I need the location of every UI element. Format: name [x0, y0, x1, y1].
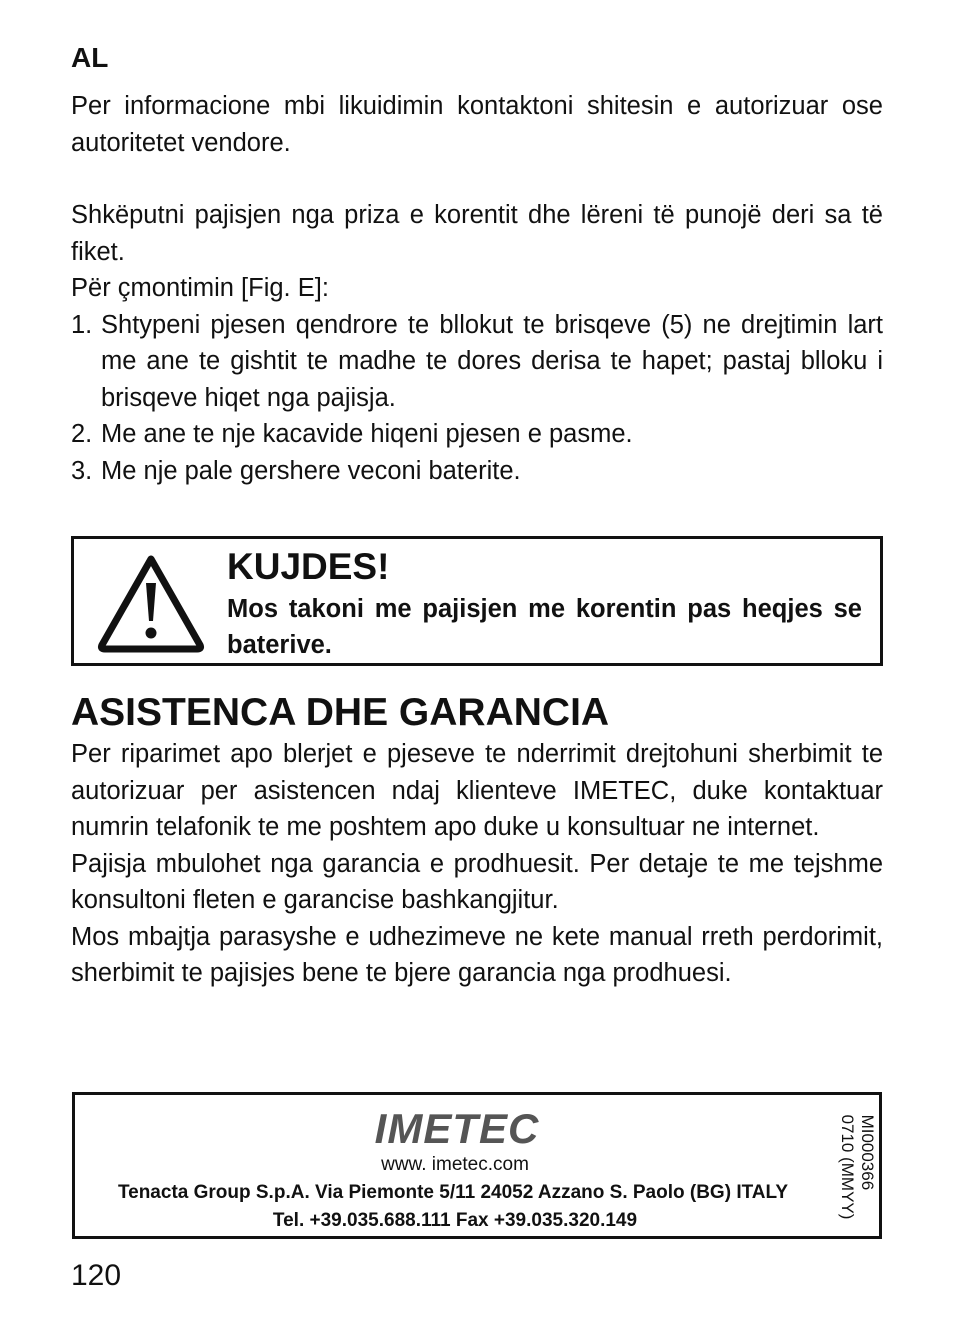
step-text: Me ane te nje kacavide hiqeni pjesen e pasme. [101, 420, 633, 448]
language-code: AL [71, 42, 109, 73]
page-content [71, 38, 883, 992]
step-item [71, 453, 883, 490]
step-number: 3. [71, 456, 93, 485]
dismantle-steps [71, 307, 883, 490]
warning-text: Mos takoni me pajisjen me korentin pas heqjes se baterive. [227, 595, 862, 659]
step-item [71, 307, 883, 417]
spacer [71, 161, 883, 197]
warning-title: KUJDES! [227, 546, 390, 587]
warning-triangle-icon [96, 553, 206, 653]
step-item [71, 416, 883, 453]
step-text: Me nje pale gershere veconi baterite. [101, 456, 521, 485]
disposal-paragraph: Per informacione mbi likuidimin kontaktoni shitesin e autorizuar ose autoritetet vendore. [71, 92, 883, 157]
imetec-logo [375, 1107, 540, 1151]
svg-text:IMETEC: IMETEC [375, 1107, 540, 1151]
step-number: 1. [71, 310, 93, 339]
document-code [835, 1101, 879, 1233]
warranty-void-paragraph: Mos mbajtja parasyshe e udhezimeve ne kete manual rreth perdorimit, sherbimit te pajisjes bene te bjere garancia nga prodhuesi. [71, 922, 883, 987]
company-phones: Tel. +39.035.688.111 Fax +39.035.320.149 [272, 1210, 638, 1231]
website-text: www. imetec.com [381, 1154, 529, 1175]
section-heading: ASISTENCA DHE GARANCIA [71, 691, 610, 734]
code-line: MI000366 [858, 1114, 877, 1191]
company-address: Tenacta Group S.p.A. Via Piemonte 5/11 24052 Azzano S. Paolo (BG) ITALY [117, 1182, 789, 1203]
warranty-paragraph: Pajisja mbulohet nga garancia e prodhuesit. Per detaje te me tejshme konsultoni fleten e garancise bashkangjitur. [71, 849, 883, 914]
unplug-paragraph: Shkëputni pajisjen nga priza e korentit dhe lëreni të punojë deri sa të fiket. [71, 201, 883, 266]
warning-box [71, 536, 883, 666]
page-number: 120 [71, 1259, 122, 1292]
step-number: 2. [71, 420, 93, 448]
dismantle-intro: Për çmontimin [Fig. E]: [71, 274, 329, 302]
assistance-paragraph: Per riparimet apo blerjet e pjeseve te nderrimit drejtohuni sherbimit te autorizuar per asistencen ndaj klienteve IMETEC, duke kontaktuar numrin telafonik te me poshtem apo duke u konsultuar ne internet. [71, 740, 883, 841]
code-line: 0710 (MMYY) [838, 1114, 857, 1220]
step-text: Shtypeni pjesen qendrore te bllokut te brisqeve (5) ne drejtimin lart me ane te gishtit te madhe te dores derisa te hapet; pastaj blloku i brisqeve hiqet nga pajisja. [101, 310, 883, 412]
manufacturer-footer [72, 1092, 882, 1239]
